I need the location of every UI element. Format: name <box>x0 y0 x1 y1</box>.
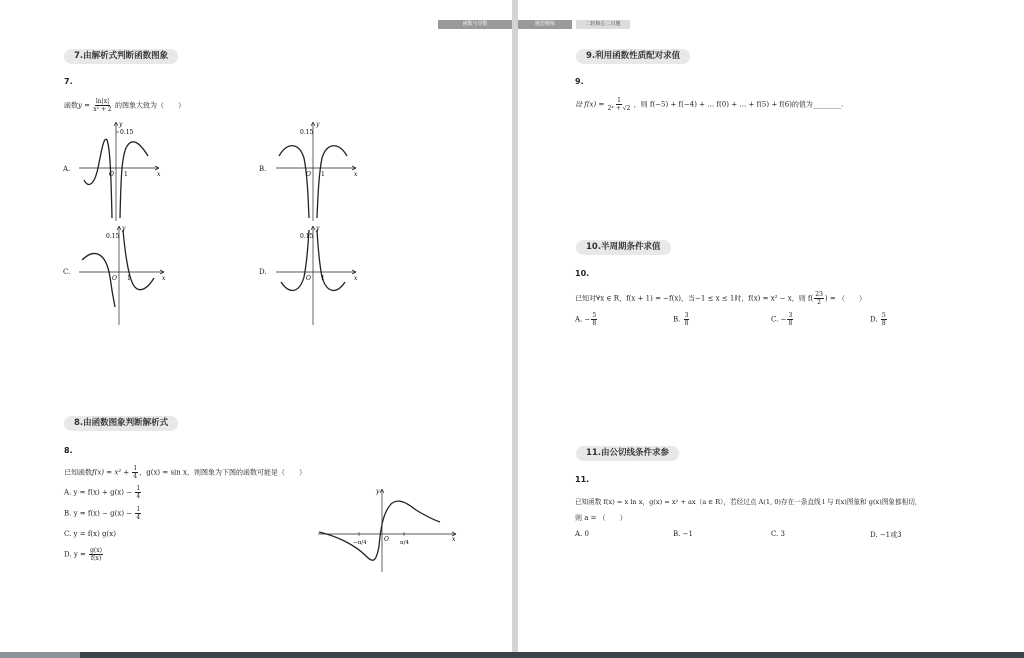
q7-option-a-label[interactable]: A. <box>63 165 71 173</box>
bottom-scrollbar[interactable] <box>0 652 1024 658</box>
q10-option-d[interactable]: D. $\frac{5}{8}$ <box>870 312 886 327</box>
svg-text:y: y <box>119 121 123 128</box>
svg-text:O: O <box>306 275 311 282</box>
header-tag-core[interactable]: 二轮核心二百题 <box>576 20 630 29</box>
q9-answer-blank[interactable]: ________. <box>812 100 844 109</box>
q7-graph-d[interactable] <box>271 222 361 327</box>
svg-text:O: O <box>384 536 389 543</box>
right-page <box>518 0 1024 652</box>
svg-text:O: O <box>306 171 311 178</box>
q8-option-b[interactable]: B. y = f(x) − g(x) − $\frac{1}{4}$ <box>64 506 141 521</box>
header-tag-practice[interactable]: 题型精练 <box>518 20 572 29</box>
q10-option-c[interactable]: C. − $\frac{3}{8}$ <box>771 312 793 327</box>
svg-text:1: 1 <box>321 171 325 178</box>
q7-graph-a[interactable] <box>74 118 164 223</box>
q7-option-c-label[interactable]: C. <box>63 268 71 276</box>
svg-text:x: x <box>452 536 456 543</box>
svg-text:0.15: 0.15 <box>120 129 134 136</box>
svg-text:y: y <box>316 121 320 128</box>
q8-stem: 已知函数f(x) = x² + $\frac{1}{4}$ ，g(x) = sin x，则图象为下图的函数可能是（ ） <box>64 465 306 480</box>
q7-graph-c[interactable] <box>74 222 169 327</box>
question-number-8: 8. <box>64 446 73 455</box>
svg-text:1: 1 <box>124 171 128 178</box>
svg-text:0.15: 0.15 <box>300 129 314 136</box>
section-title-7: 7.由解析式判断函数图象 <box>64 49 178 64</box>
q8-option-d[interactable]: D. y = $\frac{g(x)}{f(x)}$ <box>64 547 102 562</box>
question-number-7: 7. <box>64 77 73 86</box>
q11-option-d[interactable]: D. −1或3 <box>870 531 902 539</box>
svg-text:x: x <box>157 171 161 178</box>
question-number-9: 9. <box>575 77 584 86</box>
left-page <box>0 0 512 652</box>
q8-option-c[interactable]: C. y = f(x) g(x) <box>64 530 116 538</box>
q7-option-b-label[interactable]: B. <box>259 165 267 173</box>
q11-option-c[interactable]: C. 3 <box>771 530 786 538</box>
section-title-10: 10.半周期条件求值 <box>576 240 671 255</box>
svg-text:x: x <box>162 275 166 282</box>
section-title-8: 8.由函数图象判断解析式 <box>64 416 178 431</box>
section-title-11: 11.由公切线条件求参 <box>576 446 679 461</box>
question-number-10: 10. <box>575 269 590 278</box>
q7-option-d-label[interactable]: D. <box>259 268 267 276</box>
q11-option-a[interactable]: A. 0 <box>575 530 589 538</box>
svg-text:y: y <box>376 488 380 495</box>
svg-text:1: 1 <box>127 275 131 282</box>
q8-option-a[interactable]: A. y = f(x) + g(x) − $\frac{1}{4}$ <box>64 485 141 500</box>
svg-text:x: x <box>354 171 358 178</box>
q7-graph-b[interactable] <box>271 118 361 223</box>
q10-option-b[interactable]: B. $\frac{3}{8}$ <box>673 312 689 327</box>
q11-option-b[interactable]: B. −1 <box>673 530 693 538</box>
q10-stem: 已知对∀x ∈ R，f(x + 1) = −f(x)，当−1 ≤ x ≤ 1时，f(x) = x² − x，则 f( $\frac{23}{2}$ ) = （ ） <box>575 291 866 306</box>
q7-stem: 函数y = $\frac{\ln|x|}{\text{x² + 2}}$ 的图象大致为（ ） <box>64 98 185 113</box>
svg-text:x: x <box>354 275 358 282</box>
svg-text:y: y <box>316 225 320 232</box>
q11-stem-line1: 已知函数 f(x) = x ln x，g(x) = x² + ax（a ∈ R），若经过点 A(1, 0)存在一条直线 l 与 f(x)图象和 g(x)图象都相切， <box>575 498 922 506</box>
svg-text:0.15: 0.15 <box>106 233 120 240</box>
scrollbar-thumb[interactable] <box>0 652 80 658</box>
q8-tick-pos-pi4: π/4 <box>400 540 409 546</box>
section-title-9: 9.利用函数性质配对求值 <box>576 49 690 64</box>
q11-stem-line2: 则 a = （ ） <box>575 514 627 522</box>
q10-option-a[interactable]: A. − $\frac{5}{8}$ <box>575 312 597 327</box>
q8-tick-neg-pi4: −π/4 <box>353 540 367 546</box>
q9-stem: 设 f(x) = $\frac{1}{\text{2ˣ + √2}}$ ，则 f(−5) + f(−4) + … f(0) + … + f(5) + f(6)的值为________. <box>575 97 844 112</box>
svg-text:y: y <box>122 225 126 232</box>
svg-text:1: 1 <box>321 275 325 282</box>
svg-text:O: O <box>112 275 117 282</box>
svg-text:O: O <box>109 171 114 178</box>
svg-text:0.15: 0.15 <box>300 233 314 240</box>
q8-graph[interactable] <box>316 484 461 574</box>
header-tag-topic[interactable]: 函数与导数 <box>438 20 512 29</box>
question-number-11: 11. <box>575 475 590 484</box>
